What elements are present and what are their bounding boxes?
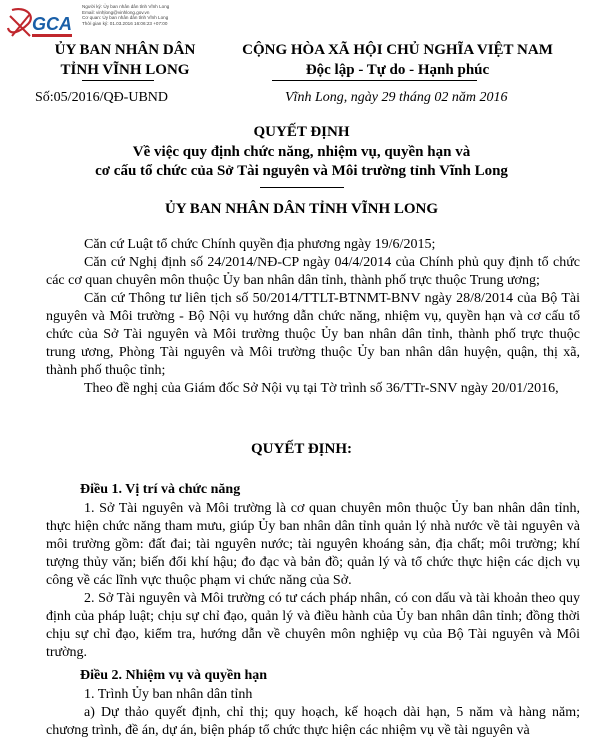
authority-line-2: TỈNH VĨNH LONG [60,62,190,78]
document-subject-line-2: cơ cấu tổ chức của Sở Tài nguyên và Môi trường tỉnh Vĩnh Long [95,163,508,179]
preamble-item: Theo đề nghị của Giám đốc Sở Nội vụ tại Tờ trình số 36/TTr-SNV ngày 20/01/2016, [84,381,559,396]
digital-signature-info [82,4,169,26]
article-1-heading: Điều 1. Vị trí và chức năng [80,482,241,497]
motto-underline [272,80,477,81]
gca-logo [6,6,80,42]
gca-logo-text: GCA [32,14,72,34]
preamble-item: Căn cứ Nghị định số 24/2014/NĐ-CP ngày 04/4/2014 của Chính phủ quy định tổ chức các cơ quan chuyên môn thuộc Ủy ban nhân dân tỉnh, thành phố trực thuộc Trung ương; [46,255,580,288]
document-subject-line-1: Về việc quy định chức năng, nhiệm vụ, quyền hạn và [132,144,471,160]
preamble-item: Căn cứ Thông tư liên tịch số 50/2014/TTLT-BTNMT-BNV ngày 28/8/2014 của Bộ Tài nguyên và Môi trường - Bộ Nội vụ hướng dẫn chức năng, nhiệm vụ, quyền hạn và cơ cấu tổ chức của Sở Tài nguyên và Môi trường thuộc Ủy ban nhân dân tỉnh, thành phố trực thuộc trung ương, Phòng Tài nguyên và Môi trường thuộc Ủy ban nhân dân huyện, quận, thị xã, thành phố thuộc tỉnh; [46,291,580,378]
article-1-paragraph: 1. Sở Tài nguyên và Môi trường là cơ quan chuyên môn thuộc Ủy ban nhân dân tỉnh, thực hiện chức năng tham mưu, giúp Ủy ban nhân dân tỉnh quản lý nhà nước về tài nguyên và môi trường gồm: đất đai; tài nguyên nước; tài nguyên khoáng sản, địa chất; môi trường; khí tượng thủy văn; biến đổi khí hậu; đo đạc và bản đồ; quản lý và tổ chức thực hiện các dịch vụ công về các lĩnh vực thuộc phạm vi chức năng của Sở. [46,501,580,588]
document-number: Số:05/2016/QĐ-UBND [35,90,169,105]
national-motto [215,40,580,80]
preamble-item: Căn cứ Luật tổ chức Chính quyền địa phương ngày 19/6/2015; [84,237,436,252]
article-1-body [46,500,580,662]
signature-line: Người ký: Ủy ban nhân dân tỉnh Vĩnh Long [82,4,170,9]
issuer-heading: ỦY BAN NHÂN DÂN TỈNH VĨNH LONG [164,201,439,217]
country-name: CỘNG HÒA XÃ HỘI CHỦ NGHĨA VIỆT NAM [242,42,553,58]
signature-line: Email: vinhlong@vinhlong.gov.vn [82,9,150,15]
signature-line: Thời gian ký: 01.03.2016 16:06:23 +07:00 [82,20,168,26]
article-2-body [46,686,580,740]
motto: Độc lập - Tự do - Hạnh phúc [305,62,490,78]
title-separator [260,187,344,188]
preamble [46,236,580,398]
authority-underline [82,80,154,81]
signature-line: Cơ quan: Ủy ban nhân dân tỉnh Vĩnh Long [82,15,169,21]
issuing-authority [30,40,220,80]
article-2-paragraph: 1. Trình Ủy ban nhân dân tỉnh [84,687,253,702]
article-2-paragraph: a) Dự thảo quyết định, chỉ thị; quy hoạch, kế hoạch dài hạn, 5 năm và hàng năm; chương trình, đề án, dự án, biện pháp tổ chức thực hiện các nhiệm vụ về tài nguyên và [46,705,580,738]
document-date: Vĩnh Long, ngày 29 tháng 02 năm 2016 [285,90,508,105]
authority-line-1: ỦY BAN NHÂN DÂN [54,42,196,58]
article-2-heading: Điều 2. Nhiệm vụ và quyền hạn [80,668,268,683]
decision-heading: QUYẾT ĐỊNH: [251,441,352,457]
document-title: QUYẾT ĐỊNH [253,124,350,140]
article-1-paragraph: 2. Sở Tài nguyên và Môi trường có tư cách pháp nhân, có con dấu và tài khoản theo quy định của pháp luật; chịu sự chỉ đạo, quản lý và điều hành của Ủy ban nhân dân tỉnh; đồng thời chịu sự chỉ đạo, kiểm tra, hướng dẫn về chuyên môn nghiệp vụ của Bộ Tài nguyên và Môi trường. [46,591,580,660]
